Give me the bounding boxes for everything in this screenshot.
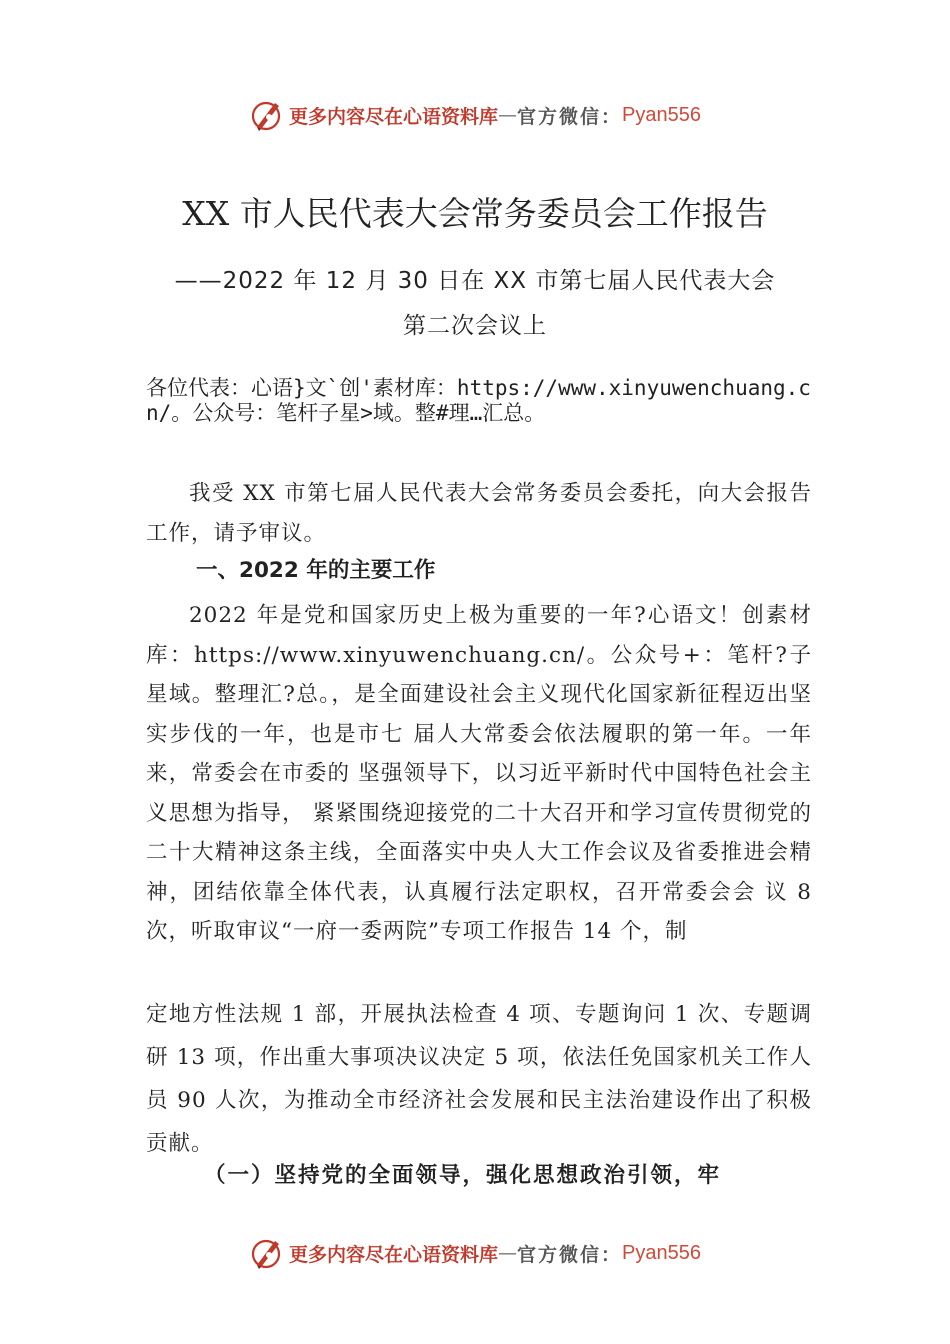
intro-paragraph: 我受 XX 市第七届人民代表大会常务委员会委托，向大会报告工作，请予审议。 — [146, 481, 812, 546]
footer-banner — [0, 1233, 950, 1273]
section1-continued-paragraph: 定地方性法规 1 部，开展执法检查 4 项、专题询问 1 次、专题调研 13 项，作出重大事项决议决定 5 项，依法任免国家机关工作人员 90 人次，为推动全市经济社会发展和民主法治建设作出了积极贡献。 — [146, 1002, 812, 1156]
section1-paragraph: 2022 年是党和国家历史上极为重要的一年?心语文！创素材库：https://www.xinyuwenchuang.cn/。公众号+：笔杆?子星域。整理汇?总。，是全面建设社会主义现代化国家新征程迈出坚实步伐的一年，也是市七 届人大常委会依法履职的第一年。一年来，常委会在市委的 坚强领导下，以习近平新时代中国特色社会主义思想为指导， 紧紧围绕迎接党的二十大召开和学习宣传贯彻党的二十大精神这条主线，全面落实中央人大工作会议及省委推进会精 神，团结依靠全体代表，认真履行法定职权，召开常委会会 议 8 次，听取审议“一府一委两院”专项工作报告 14 个，制 — [146, 603, 812, 944]
subsection1-heading: （一）坚持党的全面领导，强化思想政治引领，牢 — [204, 1163, 722, 1188]
banner-wechat-id: Pyan556 — [622, 103, 701, 126]
pen-logo-icon — [249, 1235, 285, 1271]
banner-wechat-id: Pyan556 — [622, 1241, 701, 1264]
banner-brand-text: 更多内容尽在心语资料库 — [289, 105, 499, 128]
salutation-text: 各位代表：心语}文`创'素材库：https://www.xinyuwenchuang.cn/。公众号：笔杆子星>域。整#理…汇总。 — [146, 376, 811, 425]
banner-separator: — — [498, 1242, 518, 1264]
banner-brand-text: 更多内容尽在心语资料库 — [289, 1243, 499, 1266]
header-banner — [0, 95, 950, 135]
banner-wechat-label: 官方微信： — [517, 105, 623, 128]
pen-logo-icon — [249, 97, 285, 133]
banner-separator: — — [498, 104, 518, 126]
section1-heading: 一、2022 年的主要工作 — [196, 558, 436, 583]
document-subtitle-line2: 第二次会议上 — [403, 313, 547, 339]
banner-wechat-label: 官方微信： — [517, 1243, 623, 1266]
document-subtitle-line1: ——2022 年 12 月 30 日在 XX 市第七届人民代表大会 — [174, 268, 776, 294]
document-title: XX 市人民代表大会常务委员会工作报告 — [182, 194, 768, 233]
